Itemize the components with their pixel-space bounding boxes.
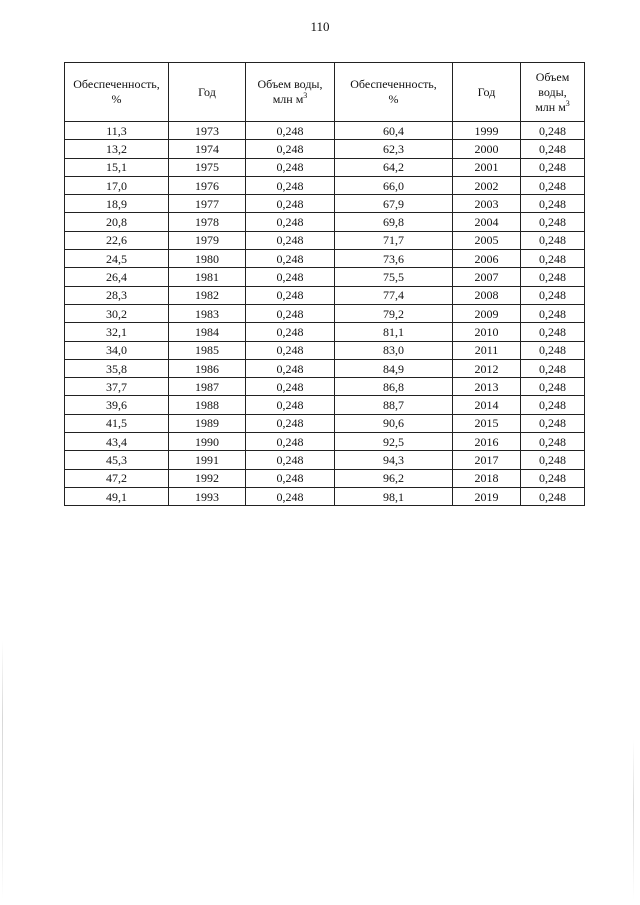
- table-cell: 2008: [453, 286, 521, 304]
- table-cell: 0,248: [246, 140, 335, 158]
- table-cell: 1981: [169, 268, 246, 286]
- table-cell: 0,248: [521, 286, 585, 304]
- table-cell: 83,0: [335, 341, 453, 359]
- table-row: [65, 359, 585, 377]
- table-cell: 37,7: [65, 378, 169, 396]
- table-cell: 88,7: [335, 396, 453, 414]
- table-row: [65, 213, 585, 231]
- table-cell: 0,248: [521, 487, 585, 505]
- table-cell: 0,248: [521, 140, 585, 158]
- table-row: [65, 195, 585, 213]
- table-cell: 2013: [453, 378, 521, 396]
- table-row: [65, 250, 585, 268]
- data-table: [64, 62, 585, 506]
- table-cell: 2014: [453, 396, 521, 414]
- table-cell: 35,8: [65, 359, 169, 377]
- table-cell: 73,6: [335, 250, 453, 268]
- table-cell: 26,4: [65, 268, 169, 286]
- table-cell: 34,0: [65, 341, 169, 359]
- table-cell: 0,248: [521, 304, 585, 322]
- table-cell: 1988: [169, 396, 246, 414]
- table-cell: 1989: [169, 414, 246, 432]
- table-cell: 32,1: [65, 323, 169, 341]
- table-cell: 71,7: [335, 231, 453, 249]
- table-cell: 1982: [169, 286, 246, 304]
- table-cell: 0,248: [521, 414, 585, 432]
- table-cell: 41,5: [65, 414, 169, 432]
- page-number: 110: [310, 19, 330, 34]
- table-cell: 66,0: [335, 176, 453, 194]
- table-cell: 0,248: [521, 213, 585, 231]
- table-cell: 0,248: [521, 451, 585, 469]
- table-cell: 64,2: [335, 158, 453, 176]
- header-cell: Объем воды, млн $м^3$: [521, 63, 585, 122]
- table-row: [65, 396, 585, 414]
- table-cell: 77,4: [335, 286, 453, 304]
- table-cell: 0,248: [246, 268, 335, 286]
- table-cell: 0,248: [521, 250, 585, 268]
- table-cell: 2006: [453, 250, 521, 268]
- table-cell: 1975: [169, 158, 246, 176]
- table-body: [65, 122, 585, 506]
- table-row: [65, 304, 585, 322]
- header-cell: Обеспеченность, %: [65, 63, 169, 122]
- table-cell: 0,248: [246, 341, 335, 359]
- table-cell: 15,1: [65, 158, 169, 176]
- table-cell: 39,6: [65, 396, 169, 414]
- table-cell: 1980: [169, 250, 246, 268]
- table-row: [65, 323, 585, 341]
- table-cell: 0,248: [521, 231, 585, 249]
- table-cell: 0,248: [246, 433, 335, 451]
- table-cell: 94,3: [335, 451, 453, 469]
- header-cell: Обеспеченность, %: [335, 63, 453, 122]
- table-cell: 43,4: [65, 433, 169, 451]
- table-cell: 0,248: [246, 231, 335, 249]
- table-cell: 1992: [169, 469, 246, 487]
- table-cell: 2012: [453, 359, 521, 377]
- table-row: [65, 378, 585, 396]
- table-row: [65, 433, 585, 451]
- table-row: [65, 140, 585, 158]
- table-cell: 47,2: [65, 469, 169, 487]
- table-cell: 0,248: [521, 359, 585, 377]
- table-cell: 0,248: [246, 250, 335, 268]
- table-cell: 1983: [169, 304, 246, 322]
- table-row: [65, 341, 585, 359]
- table-cell: 22,6: [65, 231, 169, 249]
- table-cell: 90,6: [335, 414, 453, 432]
- scan-edge-artifact: [2, 640, 3, 900]
- table-cell: 2010: [453, 323, 521, 341]
- table-cell: 1984: [169, 323, 246, 341]
- table-cell: 75,5: [335, 268, 453, 286]
- table-cell: 98,1: [335, 487, 453, 505]
- table-cell: 0,248: [246, 359, 335, 377]
- table-cell: 79,2: [335, 304, 453, 322]
- table-cell: 20,8: [65, 213, 169, 231]
- table-cell: 2002: [453, 176, 521, 194]
- table-cell: 0,248: [246, 414, 335, 432]
- table-cell: 0,248: [521, 158, 585, 176]
- table-cell: 1999: [453, 122, 521, 140]
- table-cell: 1979: [169, 231, 246, 249]
- table-row: [65, 231, 585, 249]
- header-cell: Год: [453, 63, 521, 122]
- table-row: [65, 268, 585, 286]
- table-row: [65, 176, 585, 194]
- scan-edge-artifact: [633, 740, 634, 900]
- table-cell: 0,248: [521, 396, 585, 414]
- table-row: [65, 414, 585, 432]
- table-cell: 0,248: [246, 304, 335, 322]
- table-cell: 0,248: [246, 158, 335, 176]
- table-cell: 0,248: [521, 433, 585, 451]
- header-cell: Год: [169, 63, 246, 122]
- table-cell: 45,3: [65, 451, 169, 469]
- table-cell: 2003: [453, 195, 521, 213]
- table-cell: 0,248: [521, 341, 585, 359]
- table-cell: 0,248: [521, 122, 585, 140]
- table-cell: 0,248: [246, 487, 335, 505]
- table-cell: 0,248: [246, 286, 335, 304]
- table-cell: 86,8: [335, 378, 453, 396]
- table-cell: 69,8: [335, 213, 453, 231]
- table-cell: 0,248: [246, 378, 335, 396]
- table-cell: 28,3: [65, 286, 169, 304]
- table-cell: 18,9: [65, 195, 169, 213]
- table-cell: 2004: [453, 213, 521, 231]
- table-cell: 0,248: [246, 323, 335, 341]
- table-cell: 11,3: [65, 122, 169, 140]
- table-cell: 0,248: [246, 451, 335, 469]
- table-cell: 0,248: [246, 176, 335, 194]
- table-cell: 1973: [169, 122, 246, 140]
- table-cell: 1993: [169, 487, 246, 505]
- table-row: [65, 469, 585, 487]
- table-cell: 67,9: [335, 195, 453, 213]
- table-cell: 92,5: [335, 433, 453, 451]
- table-cell: 1976: [169, 176, 246, 194]
- table-cell: 0,248: [521, 378, 585, 396]
- header-row: [65, 63, 585, 122]
- table-cell: 62,3: [335, 140, 453, 158]
- table-cell: 1986: [169, 359, 246, 377]
- table-cell: 0,248: [246, 122, 335, 140]
- table-cell: 49,1: [65, 487, 169, 505]
- table-cell: 24,5: [65, 250, 169, 268]
- table-cell: 2017: [453, 451, 521, 469]
- table-row: [65, 451, 585, 469]
- table-cell: 0,248: [521, 176, 585, 194]
- table-cell: 0,248: [246, 396, 335, 414]
- table-row: [65, 487, 585, 505]
- table-cell: 1991: [169, 451, 246, 469]
- header-cell: Объем воды, млн $м^3$: [246, 63, 335, 122]
- table-cell: 60,4: [335, 122, 453, 140]
- table-cell: 96,2: [335, 469, 453, 487]
- table-cell: 1978: [169, 213, 246, 231]
- table-cell: 1990: [169, 433, 246, 451]
- table-row: [65, 158, 585, 176]
- table-cell: 0,248: [246, 195, 335, 213]
- table-cell: 30,2: [65, 304, 169, 322]
- table-row: [65, 122, 585, 140]
- table-cell: 2016: [453, 433, 521, 451]
- table-cell: 2005: [453, 231, 521, 249]
- table-cell: 2001: [453, 158, 521, 176]
- table-cell: 2011: [453, 341, 521, 359]
- table-cell: 17,0: [65, 176, 169, 194]
- table-cell: 0,248: [246, 213, 335, 231]
- table-cell: 2007: [453, 268, 521, 286]
- table-cell: 0,248: [521, 268, 585, 286]
- table-cell: 1987: [169, 378, 246, 396]
- table-row: [65, 286, 585, 304]
- table-cell: 2009: [453, 304, 521, 322]
- table-cell: 0,248: [521, 323, 585, 341]
- table-cell: 2015: [453, 414, 521, 432]
- table-cell: 2000: [453, 140, 521, 158]
- table-cell: 1974: [169, 140, 246, 158]
- table-cell: 1985: [169, 341, 246, 359]
- table-cell: 0,248: [521, 469, 585, 487]
- table-cell: 0,248: [521, 195, 585, 213]
- table-cell: 0,248: [246, 469, 335, 487]
- table-cell: 81,1: [335, 323, 453, 341]
- table-cell: 2018: [453, 469, 521, 487]
- table-cell: 84,9: [335, 359, 453, 377]
- table-cell: 1977: [169, 195, 246, 213]
- table-cell: 13,2: [65, 140, 169, 158]
- table-cell: 2019: [453, 487, 521, 505]
- table-header: [65, 63, 585, 122]
